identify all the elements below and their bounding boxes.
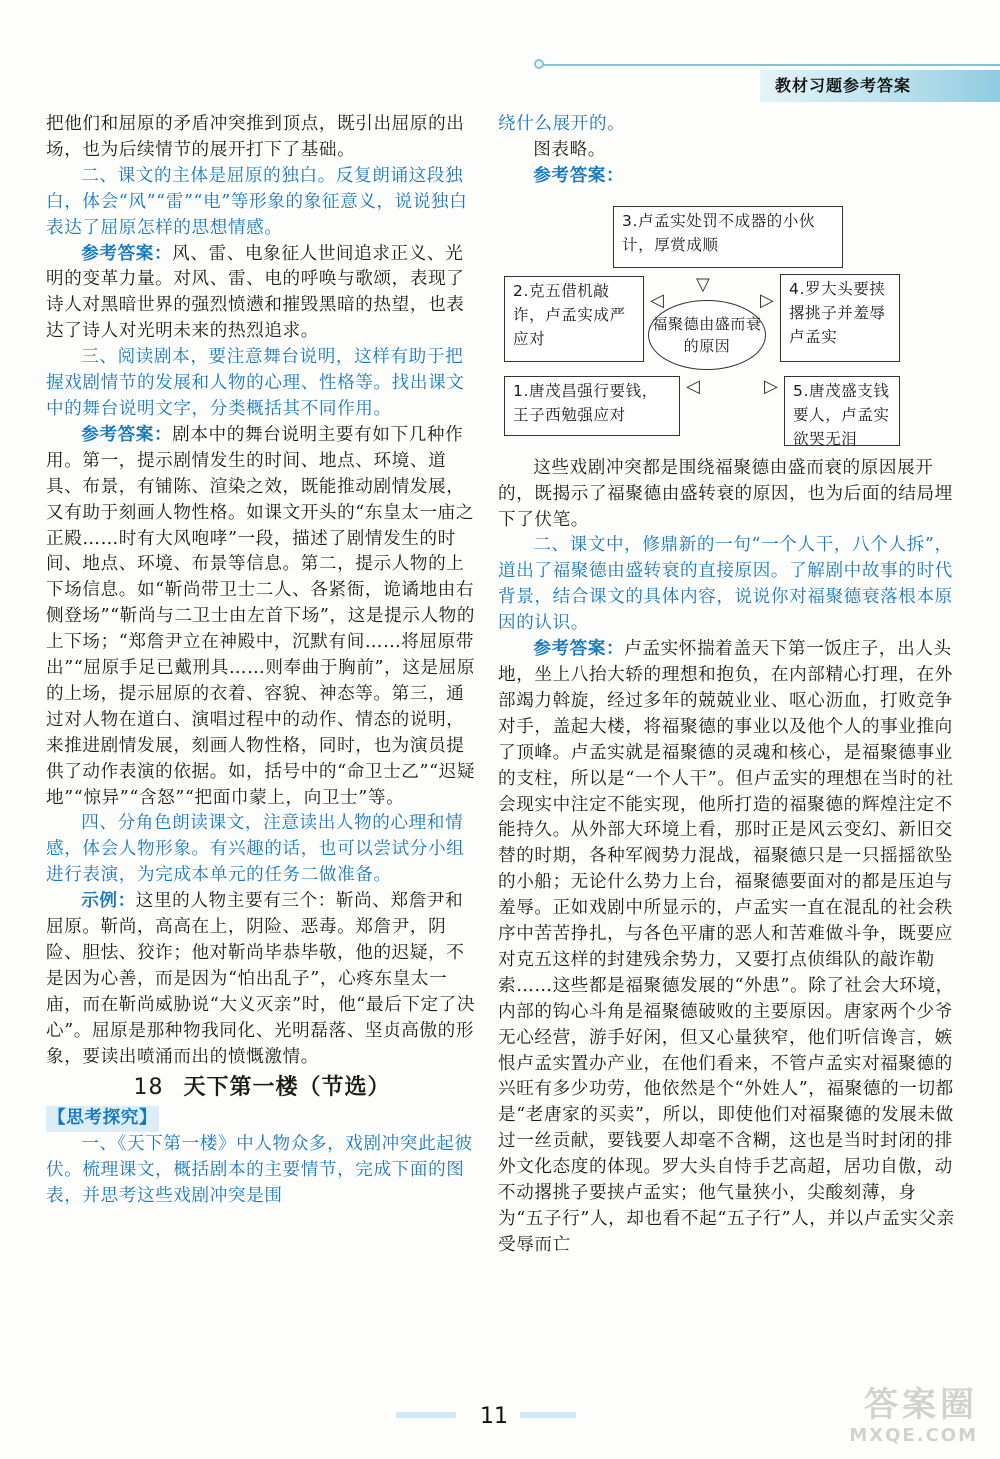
answer-label: 参考答案： [533,165,625,186]
diagram-box-5: 5.唐茂盛支钱要人，卢孟实欲哭无泪 [784,376,900,446]
answer-1-label-line [498,164,958,190]
arrow-icon: ▷ [764,375,779,397]
question-3: 三、阅读剧本，要注意舞台说明，这样有助于把握戏剧情节的发展和人物的心理、性格等。找出课文中的舞台说明文字，分类概括其不同作用。 [46,347,465,419]
arrow-icon: ▽ [696,273,711,295]
lesson-question-1: 一、《天下第一楼》中人物众多，戏剧冲突此起彼伏。梳理课文，概括剧本的主要情节，完成下面的图表，并思考这些戏剧冲突是围 [46,1134,473,1207]
example-label: 示例： [81,891,136,912]
arrow-icon: ◁ [686,375,701,397]
answer-2 [46,242,478,346]
diagram-box-2: 2.克五借机敲诈，卢孟实成严应对 [504,276,644,362]
lesson-heading [46,1075,478,1101]
question-2: 二、课文中，修鼎新的一句“一个人干，八个人拆”，道出了福聚德由盛转衰的直接原因。了解剧中故事的时代背景，结合课文的具体内容，说说你对福聚德衰落根本原因的认识。 [498,535,953,634]
answer-text: 剧本中的舞台说明主要有如下几种作用。第一，提示剧情发生的时间、地点、环境、道具、布景，有铺陈、渲染之效，既能推动剧情发展，又有助于刻画人物性格。如课文开头的“东皇太一庙之正殿……时有大风咆哮”一段，描述了剧情发生的时间、地点、环境、布景等信息。第二，提示人物的上下场信息。如“靳尚带卫士二人、各紧衙，诡谲地由右侧登场”“靳尚与二卫士由左首下场”，这是提示人物的上下场；“郑詹尹立在神殿中，沉默有间……将屈原带出”“屈原手足已戴刑具……则奉曲于胸前”，这是屈原的上场，提示屈原的衣着、容貌、神态等。第三，通过对人物在道白、演唱过程中的动作、情态的说明，来推进剧情发展，刻画人物性格，同时，也为演员提供了动作表演的依据。如，括号中的“命卫士乙”“迟疑地”“惊异”“含怒”“把面巾蒙上，向卫士”等。 [46,424,476,808]
answer-3 [46,423,478,812]
question-2: 二、课文的主体是屈原的独白。反复朗诵这段独白，体会“风”“雷”“电”等形象的象征意义，说说独白表达了屈原怎样的思想情感。 [46,165,468,238]
answer-2 [498,637,958,1259]
example-text: 这里的人物主要有三个：靳尚、郑詹尹和屈原。靳尚，高高在上，阴险、恶毒。郑詹尹，阴险、胆怯、狡诈；他对靳尚毕恭毕敬，他的迟疑，不是因为心善，而是因为“怕出乱子”，心疼东皇太一庙，而在靳尚威胁说“大义灭亲”时，他“最后下定了决心”。屈原是那种物我同化、光明磊落、坚贞高傲的形象，要读出喷涌而出的愤慨激情。 [46,891,476,1067]
diagram-center-ellipse: 福聚德由盛而衰的原因 [648,300,766,370]
arrow-icon: ◁ [650,289,665,311]
plot-diagram [498,196,958,448]
question-1-continued: 绕什么展开的。 [498,114,626,134]
question-4: 四、分角色朗读课文，注意读出人物的心理和情感，体会人物形象。有兴趣的话，也可以尝试分小组进行表演，为完成本单元的任务二做准备。 [46,813,465,886]
header-label: 教材习题参考答案 [775,76,912,95]
diagram-box-1: 1.唐茂昌强行要钱，王子西勉强应对 [504,376,680,436]
section-tag-line [46,1106,478,1132]
diagram-box-3: 3.卢孟实处罚不成器的小伙计，厚赏成顺 [613,206,843,268]
watermark-logo: 答案圈 MXQE.COM [849,1385,978,1446]
footer-decoration [396,1412,456,1418]
answer-label: 参考答案： [81,424,173,445]
left-continued-paragraph: 把他们和屈原的矛盾冲突推到顶点，既引出屈原的出场，也为后续情节的展开打下了基础。 [46,114,465,160]
figure-note: 图表略。 [533,139,606,160]
answer-4 [46,889,478,1070]
section-tag: 【思考探究】 [46,1106,159,1132]
diagram-box-4: 4.罗大头要挟撂挑子并羞辱卢孟实 [780,274,900,362]
arrow-icon: ▷ [760,289,775,311]
answer-label: 参考答案： [533,639,625,660]
lesson-title: 天下第一楼（节选） [183,1074,391,1100]
answer-text: 风、雷、电象征人世间追求正义、光明的变革力量。对风、雷、电的呼唤与歌颂，表现了诗人对黑暗世界的强烈愤懑和摧毁黑暗的热望，也表达了诗人对光明未来的热烈追求。 [46,243,465,342]
answer-text: 卢孟实怀揣着盖天下第一饭庄子，出人头地，坐上八抬大轿的理想和抱负，在内部精心打理，在外部竭力斡旋，经过多年的兢兢业业、呕心沥血，打败竞争对手，盖起大楼，将福聚德的事业以及他个人的事业推向了顶峰。卢孟实就是福聚德的灵魂和核心，是福聚德事业的支柱，所以是“一个人干”。但卢孟实的理想在当时的社会现实中注定不能实现，他所打造的福聚德的辉煌注定不能持久。从外部大环境上看，那时正是风云变幻、新旧交替的时期，各种军阀势力混战，福聚德只是一只摇摇欲坠的小船；无论什么势力上台，福聚德要面对的都是压迫与羞辱。正如戏剧中所显示的，卢孟实一直在混乱的社会秩序中苦苦挣扎，与各色平庸的恶人和苦难做斗争，既要应对克五这样的封建残余势力，又要打点侦缉队的敲诈勒索……这些都是福聚德发展的“外患”。除了社会大环境，内部的钩心斗角是福聚德破败的主要原因。唐家两个少爷无心经营，游手好闲，但又心量狭窄，他们听信谗言，嫉恨卢孟实置办产业，在他们看来，不管卢孟实对福聚德的兴旺有多少功劳，他依然是个“外姓人”，福聚德的一切都是“老唐家的买卖”，所以，即使他们对福聚德的发展未做过一丝贡献，要钱要人却毫不含糊，这也是当时封闭的排外文化态度的体现。罗大头自恃手艺高超，居功自傲，动不动撂挑子要挟卢孟实；他气量狭小，尖酸刻薄，身为“五子行”人，却也看不起“五子行”人，并以卢孟实父亲受辱而亡 [498,639,955,1255]
right-column [498,112,958,1259]
header-rule [540,64,1000,66]
answer-label: 参考答案： [81,243,173,264]
footer-decoration [520,1412,576,1418]
lesson-number: 18 [133,1074,164,1100]
page-number: 11 [480,1404,508,1429]
answer-1: 这些戏剧冲突都是围绕福聚德由盛而衰的原因展开的，既揭示了福聚德由盛转衰的原因，也为后面的结局埋下了伏笔。 [498,457,953,530]
header-rule-dot [534,59,544,69]
left-column [46,112,478,1210]
